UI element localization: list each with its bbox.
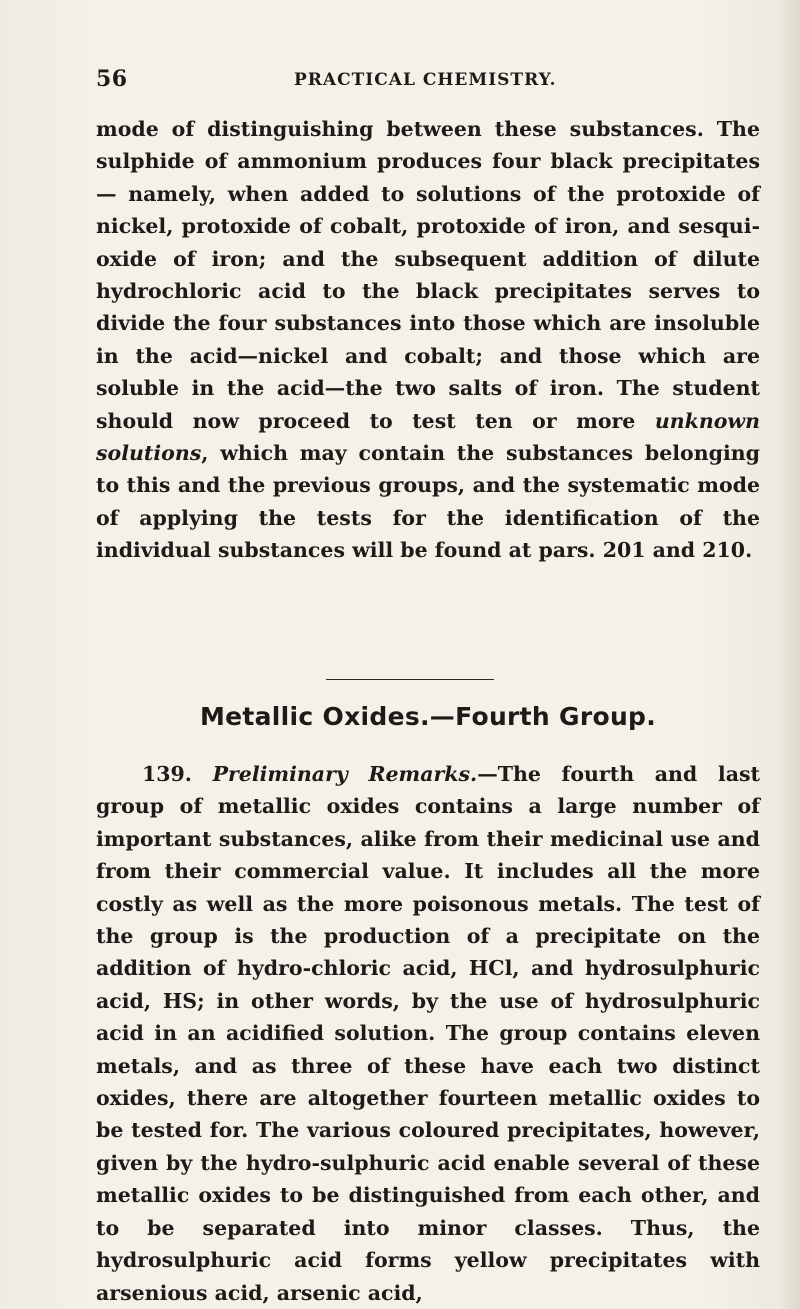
paragraph-italic-title: Preliminary Remarks.	[212, 762, 478, 786]
page-header	[96, 66, 756, 102]
section-divider-rule	[326, 679, 494, 680]
paragraph-number: 139.	[142, 762, 192, 786]
running-head: PRACTICAL CHEMISTRY.	[294, 70, 557, 90]
paragraph1-italic-phrase: unknown solutions	[96, 408, 760, 466]
paragraph-continuation	[96, 113, 760, 567]
paragraph2-text: —The fourth and last group of metallic oxides contains a large number of important substances, alike from their medicinal use and from their commercial value. It includes all the more costly as well as the more poisonous metals. The test of the group is the production of a precipitate on the addition of hydro-chloric acid, HCl, and hydrosulphuric acid, HS; in other words, by the use of hydrosulphuric acid in an acidified solution. The group contains eleven metals, and as three of these have each two distinct oxides, there are altogether fourteen metallic oxides to be tested for. The various coloured precipitates, however, given by the hydro-sulphuric acid enable several of these metallic oxides to be distinguished from each other, and to be separated into minor classes. Thus, the hydrosulphuric acid forms yellow precipitates with arsenious acid, arsenic acid,	[96, 762, 760, 1305]
section-heading: Metallic Oxides.—Fourth Group.	[199, 702, 657, 731]
page-number: 56	[96, 66, 128, 92]
paragraph1-text-start: mode of distinguishing between these substances. The sulphide of ammonium produces four black precipitates— namely, when added to solutions of the protoxide of nickel, protoxide of cobalt, protoxide of iron, and sesqui-oxide of iron; and the subsequent addition of dilute hydrochloric acid to the black precipitates serves to divide the four substances into those which are insoluble in the acid—nickel and cobalt; and those which are soluble in the acid—the two salts of iron. The student should now proceed to test ten or more	[96, 117, 760, 433]
paragraph1-text-end: , which may contain the substances belonging to this and the previous groups, and the systematic mode of applying the tests for the identification of the individual substances will be found at pars. 201 and 210.	[96, 441, 760, 563]
page-edge-shadow	[778, 0, 800, 1309]
paragraph-139	[96, 758, 760, 1309]
